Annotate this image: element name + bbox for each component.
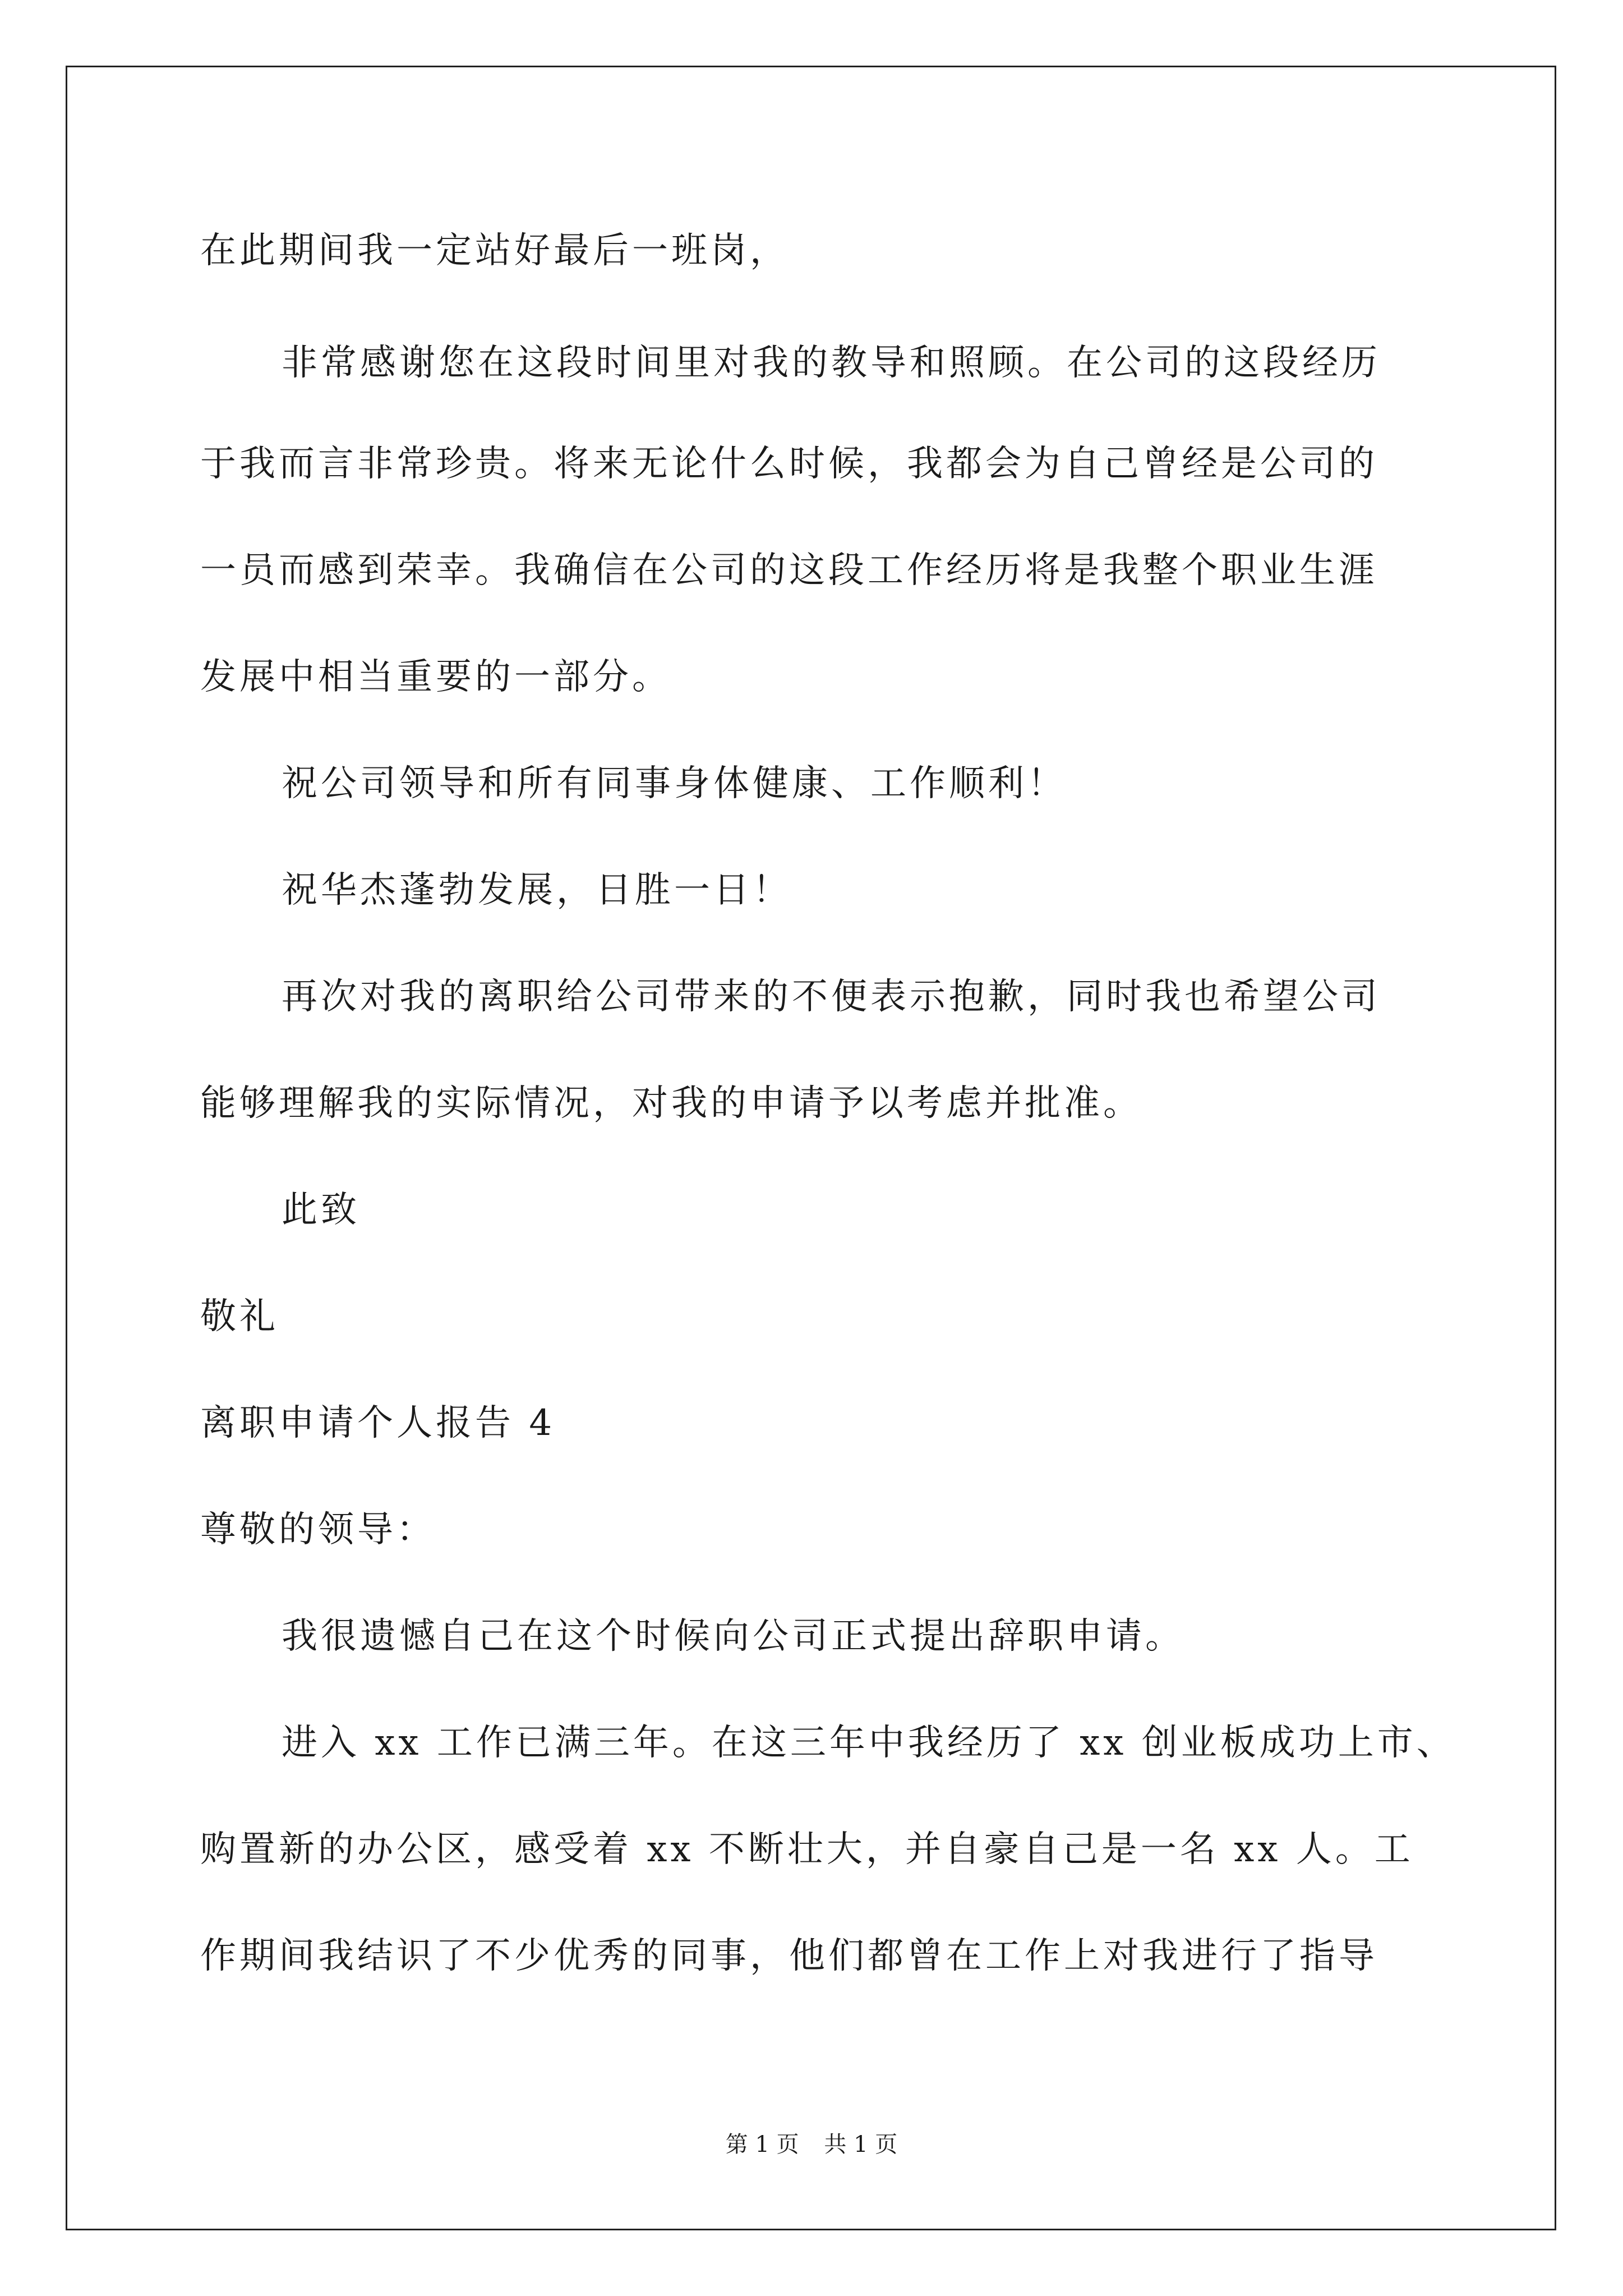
text-line-4: 一员而感到荣幸。我确信在公司的这段工作经历将是我整个职业生涯 [200, 550, 1378, 591]
text-line-5: 发展中相当重要的一部分。 [200, 656, 671, 698]
page-frame [66, 66, 1556, 2230]
section-heading: 离职申请个人报告 4 [200, 1402, 556, 1444]
salutation: 尊敬的领导： [200, 1509, 436, 1550]
text-line-2: 非常感谢您在这段时间里对我的教导和照顾。在公司的这段经历 [282, 342, 1381, 384]
page-number: 第 1 页 [725, 2132, 799, 2157]
text-line-3: 于我而言非常珍贵。将来无论什么时候，我都会为自己曾经是公司的 [200, 443, 1378, 485]
text-line-7: 祝华杰蓬勃发展，日胜一日！ [282, 869, 792, 911]
text-line-1: 在此期间我一定站好最后一班岗， [200, 230, 789, 272]
page-footer [0, 2131, 1623, 2159]
text-line-8: 再次对我的离职给公司带来的不便表示抱歉，同时我也希望公司 [282, 976, 1381, 1018]
text-line-10: 此致 [282, 1189, 360, 1231]
text-line-14: 我很遗憾自己在这个时候向公司正式提出辞职申请。 [282, 1616, 1184, 1657]
text-line-6: 祝公司领导和所有同事身体健康、工作顺利！ [282, 763, 1067, 804]
text-line-17: 作期间我结识了不少优秀的同事，他们都曾在工作上对我进行了指导 [200, 1935, 1378, 1977]
page-total: 共 1 页 [824, 2132, 898, 2157]
text-line-16: 购置新的办公区，感受着 xx 不断壮大，并自豪自己是一名 xx 人。工 [200, 1829, 1414, 1870]
text-line-9: 能够理解我的实际情况，对我的申请予以考虑并批准。 [200, 1083, 1142, 1124]
text-line-11: 敬礼 [200, 1296, 279, 1337]
text-line-15: 进入 xx 工作已满三年。在这三年中我经历了 xx 创业板成功上市、 [282, 1722, 1456, 1764]
